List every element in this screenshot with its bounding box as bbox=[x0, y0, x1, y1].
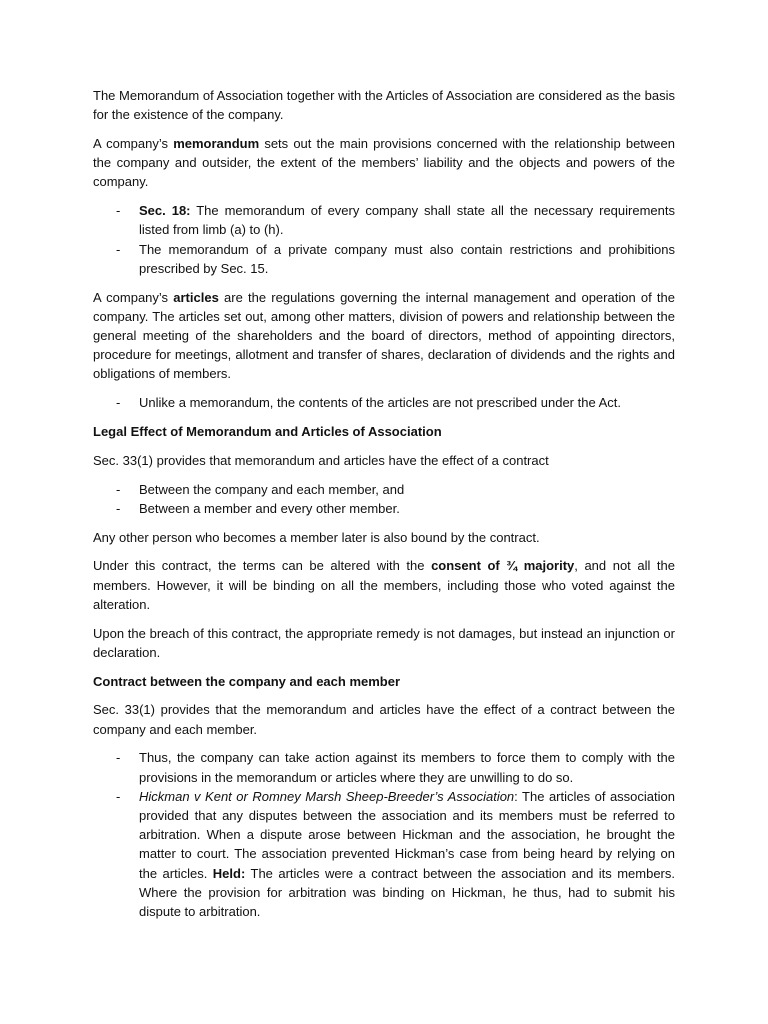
case-holding: The articles were a contract between the association and its members. Where the provision for arbitration was binding on Hickman, he thus, had to submit his dispute to arbitration. bbox=[139, 865, 675, 920]
dash-bullet: - bbox=[116, 750, 121, 766]
articles-list bbox=[93, 393, 675, 412]
alteration-paragraph-pre: Under this contract, the terms can be altered with the bbox=[93, 558, 432, 574]
section-ref: Sec. 18: bbox=[139, 203, 191, 219]
memorandum-paragraph-pre: A company’s bbox=[93, 136, 174, 151]
list-item bbox=[93, 480, 675, 499]
memorandum-paragraph-post: sets out the main provisions concerned with the relationship between the company and outsider, the extent of the members’ liability and the objects and powers of the company. bbox=[93, 136, 675, 190]
sec33-member-paragraph: Sec. 33(1) provides that the memorandum and articles have the effect of a contract between the company and each member. bbox=[93, 702, 675, 737]
articles-paragraph-pre: A company’s bbox=[93, 289, 174, 305]
articles-paragraph bbox=[93, 288, 675, 384]
memorandum-paragraph bbox=[93, 134, 675, 192]
dash-bullet: - bbox=[116, 500, 121, 516]
case-facts: : The articles of association provided that any disputes between the association and its members must be referred to arbitration. When a dispute arose between Hickman and the association, he brought the matter to court. The association prevented Hickman’s case from being heard by relying on the articles. bbox=[139, 788, 675, 881]
dash-bullet: - bbox=[116, 395, 121, 411]
list-item bbox=[93, 787, 675, 921]
section-heading-legal-effect: Legal Effect of Memorandum and Articles of Association bbox=[93, 424, 442, 440]
list-item-text: Between the company and each member, and bbox=[139, 481, 405, 497]
memorandum-term: memorandum bbox=[173, 136, 260, 151]
list-item bbox=[93, 393, 675, 412]
list-item bbox=[93, 499, 675, 518]
contract-parties-list bbox=[93, 480, 675, 518]
later-member-paragraph: Any other person who becomes a member later is also bound by the contract. bbox=[93, 529, 540, 545]
articles-paragraph-post: are the regulations governing the internal management and operation of the company. The articles set out, among other matters, division of powers and relationship between the general meeting of the shareholders and the board of directors, method of appointing directors, procedure for meetings, allotment and transfer of shares, declaration of dividends and the rights and obligations of members. bbox=[93, 289, 675, 382]
sec33-paragraph: Sec. 33(1) provides that memorandum and articles have the effect of a contract bbox=[93, 452, 549, 468]
dash-bullet: - bbox=[116, 788, 121, 804]
list-item bbox=[93, 201, 675, 239]
list-item-text: Unlike a memorandum, the contents of the articles are not prescribed under the Act. bbox=[139, 395, 621, 411]
list-item bbox=[93, 748, 675, 786]
list-item-text: The memorandum of every company shall state all the necessary requirements listed from limb (a) to (h). bbox=[139, 203, 675, 238]
case-name: Hickman v Kent or Romney Marsh Sheep-Breeder’s Association bbox=[139, 788, 515, 804]
majority-term: consent of ¾ majority bbox=[431, 558, 575, 574]
alteration-paragraph-post: , and not all the members. However, it will be binding on all the members, including those who voted against the alteration. bbox=[93, 558, 675, 612]
list-item-text: Between a member and every other member. bbox=[139, 500, 400, 516]
document-page bbox=[93, 86, 675, 931]
list-item bbox=[93, 240, 675, 278]
list-item-text: The memorandum of a private company must also contain restrictions and prohibitions prescribed by Sec. 15. bbox=[139, 241, 675, 276]
dash-bullet: - bbox=[116, 481, 121, 497]
articles-term: articles bbox=[173, 289, 219, 305]
section-heading-company-member: Contract between the company and each member bbox=[93, 673, 401, 689]
dash-bullet: - bbox=[116, 203, 121, 219]
dash-bullet: - bbox=[116, 241, 121, 257]
company-member-list bbox=[93, 748, 675, 921]
list-item-text: Thus, the company can take action against its members to force them to comply with the provisions in the memorandum or articles where they are unwilling to do so. bbox=[139, 750, 675, 785]
alteration-paragraph bbox=[93, 556, 675, 614]
memorandum-list bbox=[93, 201, 675, 278]
intro-paragraph: The Memorandum of Association together with the Articles of Association are considered as the basis for the existence of the company. bbox=[93, 88, 675, 123]
held-label: Held: bbox=[212, 865, 246, 881]
remedy-paragraph: Upon the breach of this contract, the appropriate remedy is not damages, but instead an injunction or declaration. bbox=[93, 625, 675, 660]
